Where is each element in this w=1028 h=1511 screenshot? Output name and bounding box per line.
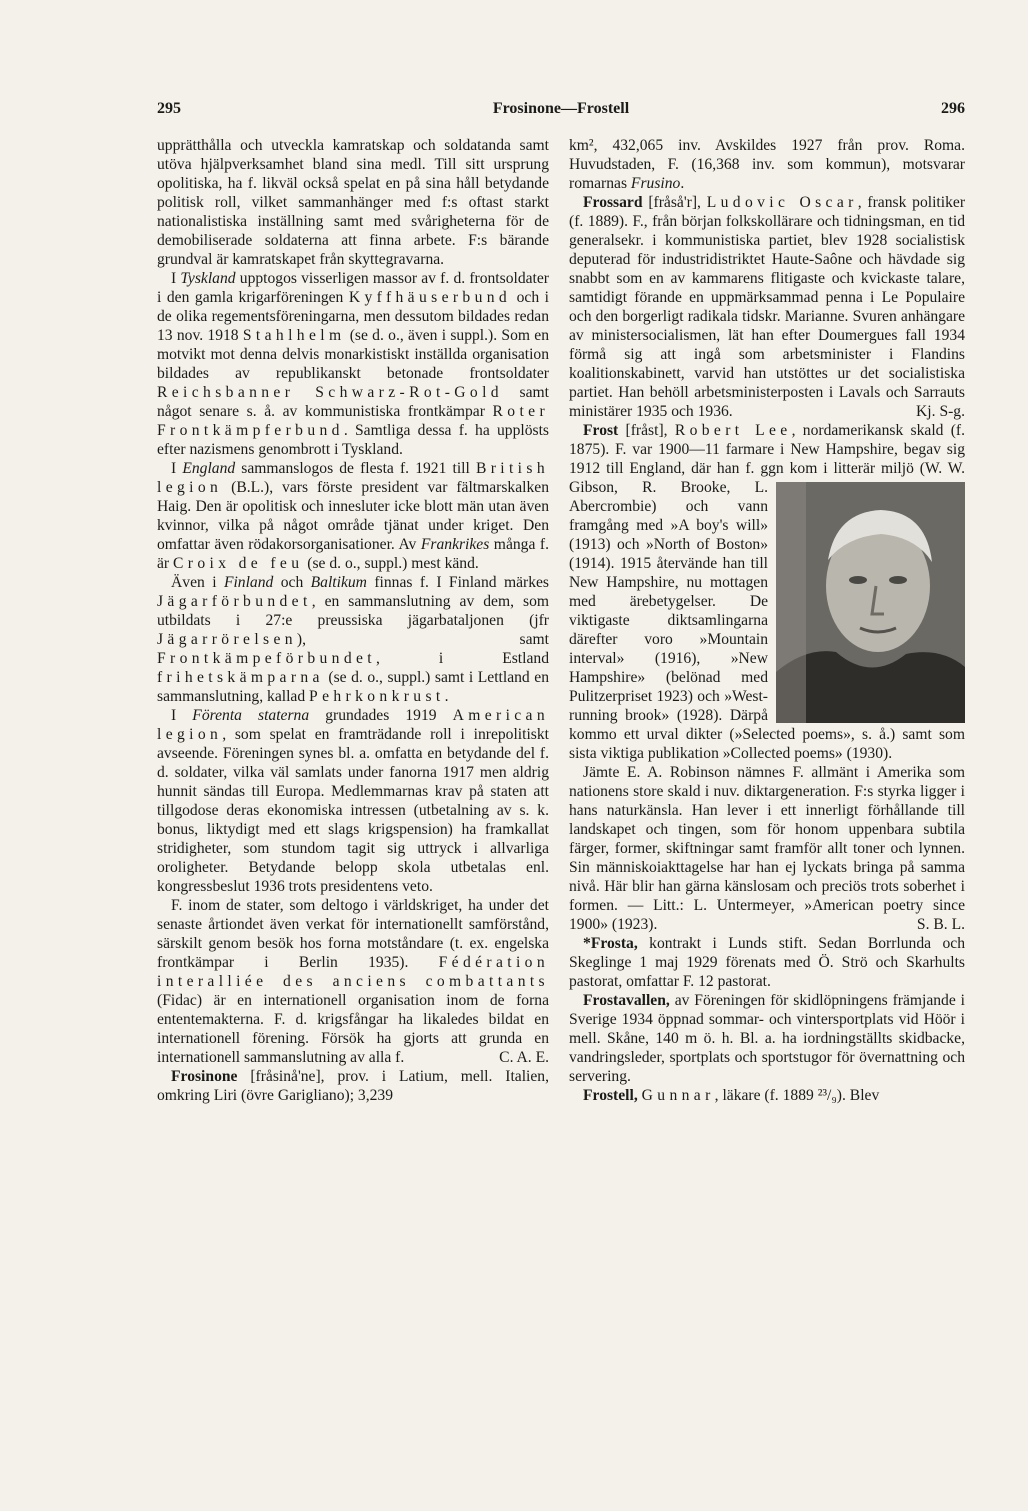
entry-frostell: Frostell, Gunnar, läkare (f. 1889 ²³/₉). Blev bbox=[583, 1087, 880, 1104]
portrait-illustration bbox=[776, 482, 965, 723]
entry-frosinone: Frosinone [fråsinå'ne], prov. i Latium, mell. Italien, omkring Liri (övre Garigliano); 3,239 bbox=[157, 1068, 549, 1104]
paragraph-forenta-staterna: I Förenta staterna grundades 1919 American legion, som spelat en framträdande roll i inrepolitiskt avseende. Föreningen synes bl. a. omfatta en betydande del f. d. soldater, vilka väl samlats under fanorna 1917 men aldrig hunnit sändas till Europa. Medlemmarnas krav på staten att tillgodose deras ekonomiska intressen (utbetalning av s. k. bonus, liktydigt med ett slags krigspension) ha framkallat stridigheter, som stundom tagit sig uttryck i allvarliga oroligheter. Betydande belopp skola utbetalas enl. kongressbeslut 1936 trots presidentens veto. bbox=[157, 707, 550, 895]
person-name: Robert Lee bbox=[674, 422, 792, 439]
organization-name: Fédération interalliée des anciens combattants bbox=[157, 954, 549, 990]
organization-name: Jägarförbundet bbox=[157, 593, 312, 610]
left-column bbox=[157, 136, 549, 1105]
organization-name: Roter Frontkämpferbund bbox=[157, 403, 549, 439]
entry-headword: *Frosta, bbox=[583, 935, 638, 952]
organization-name: Croix de feu bbox=[173, 555, 304, 572]
right-column bbox=[569, 136, 965, 1105]
entry-headword: Frost bbox=[583, 422, 619, 439]
organization-name: Kyffhäuserbund bbox=[348, 289, 512, 306]
organization-name: Reichsbanner Schwarz-Rot-Gold bbox=[157, 384, 503, 401]
entry-frossard: Frossard [fråså'r], Ludovic Oscar, fransk politiker (f. 1889). F., från början folkskollärare och tidningsman, en tid generalsekr. i kommunistiska partiet, blev 1928 socialistisk deputerad för industridistriktet Haute-Saône och hävdade sig snabbt som en av kammarens flitigaste och kvickaste talare, samtidigt förande en uppmärksammad penna i Le Populaire och den borgerligt radikala tidskr. Marianne. Svuren anhängare av ministersocialismen, lät han efter Doumergues fall 1934 förmå sig att ingå som arbetsminister i Flandins koalitionskabinett, varvid han utstöttes ur det socialistiska partiet. Han behöll arbetsministerposten i Lavals och Sarrauts ministärer 1935 och 1936. Kj. S-g. bbox=[569, 194, 966, 420]
entry-headword: Frosinone bbox=[171, 1068, 238, 1085]
paragraph-international: F. inom de stater, som deltogo i världskriget, ha under det senaste årtiondet även verkat för internationellt samförstånd, särskilt genom besök hos forna motståndare (t. ex. engelska frontkämpar i Berlin 1935). Fédération interalliée des anciens combattants (Fidac) är en internationell organisation inom de forna ententemakterna. F. d. krigsfångar ha likaledes bildat en internationell förening. Försök ha gjorts att grunda en internationell sammanslutning av alla f. C. A. E. bbox=[157, 897, 549, 1066]
country-name: Baltikum bbox=[310, 574, 367, 591]
entry-headword: Frossard bbox=[583, 194, 643, 211]
organization-name: Frontkämpeförbundet bbox=[157, 650, 376, 667]
organization-name: Stahlhelm bbox=[242, 327, 346, 344]
organization-name: Pehrkonkrust bbox=[309, 688, 445, 705]
author-signature: C. A. E. bbox=[499, 1049, 549, 1066]
page-number-right: 296 bbox=[941, 100, 965, 117]
organization-name: frihetskämparna bbox=[157, 669, 324, 686]
page-number-left: 295 bbox=[157, 100, 181, 117]
entry-frosta: *Frosta, kontrakt i Lunds stift. Sedan Borrlunda och Skeglinge 1 maj 1929 förenats med Ö. Strö och Skarhults pastorat, omfattar F. 12 pastorat. bbox=[569, 935, 965, 990]
portrait-photo bbox=[776, 482, 965, 723]
paragraph-finland: Även i Finland och Baltikum finnas f. I Finland märkes Jägarförbundet, en sammanslutning av dem, som utbildats i 27:e preussiska jägarbataljonen (jfr Jägarrörelsen), samt Frontkämpeförbundet, i Estland frihetskämparna (se d. o., suppl.) samt i Lettland en sammanslutning, kallad Pehrkonkrust. bbox=[157, 574, 550, 705]
paragraph: upprätthålla och utveckla kamratskap och soldatanda samt utöva hjälpverksamhet bland sina medl. Till sitt ursprung opolitiska, ha f. likväl också spelat en på sina håll betydande politisk roll, vilket sammanhänger med f:s oftast starkt nationalistiska inställning samt med svårigheterna för de demobiliserade soldaterna att finna arbete. F:s bärande grundval är kamratskapet från skyttegravarna. bbox=[157, 137, 549, 268]
paragraph-england: I England sammanslogos de flesta f. 1921 till British legion (B.L.), vars förste president var fältmarskalken Haig. Den är opolitisk och innesluter icke blott män utan även kvinnor, vilka på något område tjänat under kriget. Den omfattar även rödakorsorganisationer. Av Frankrikes många f. är Croix de feu (se d. o., suppl.) mest känd. bbox=[157, 460, 549, 572]
country-name: Förenta staterna bbox=[192, 707, 310, 724]
entry-headword: Frostell, bbox=[583, 1087, 638, 1104]
latin-name: Frusino bbox=[630, 175, 681, 192]
paragraph: Jämte E. A. Robinson nämnes F. allmänt i Amerika som nationens store skald i nuv. diktargeneration. F:s styrka ligger i hans naturkänsla. Han lever i ett innerligt förhållande till landskapet och tingen, som för honom uppenbara subtila färger, former, skiftningar samt framför allt toner och lynnen. Sin människoiakttagelse har han ej lyckats bringa på samma nivå. Här blir han gärna känslosam och preciös trots soberhet i formen. — Litt.: L. Untermeyer, »American poetry since 1900» (1923). S. B. L. bbox=[569, 764, 965, 933]
country-name: Tyskland bbox=[180, 270, 236, 287]
entry-frost: Frost [fråst], Robert Lee, nordamerikansk skald (f. 1875). F. var 1900—11 farmare i New Hampshire, begav sig 1912 till England, där han f. ggn kom i litterär miljö (W. W. Gibson, R. Brooke, L. Abercrombie) och vann framgång med »A boy's will» (1913) och »North of Boston» (1914). 1915 återvände han till New Hampshire, nu mottagen med ärebetygelser. De viktigaste diktsamlingarna därefter voro »Mountain interval» (1916), »New Hampshire» (belönad med Pulitzerpriset 1923) och »West-running brook» (1928). Därpå kommo ett urval dikter (»Selected poems», s. å.) samt som sista viktiga publikation »Collected poems» (1930). bbox=[569, 422, 966, 762]
country-name: Finland bbox=[223, 574, 274, 591]
organization-name: Jägarrörelsen bbox=[157, 631, 297, 648]
page-header bbox=[157, 100, 965, 124]
organization-name: British legion bbox=[157, 460, 549, 496]
paragraph-tyskland: I Tyskland upptogos visserligen massor av f. d. frontsoldater i den gamla krigarföreningen Kyffhäuserbund och i de olika regementsföreningarna, men dessutom bildades redan 13 nov. 1918 Stahlhelm (se d. o., även i suppl.). Som en motvikt mot denna delvis monarkistiskt inställda organisation bildades av republikanskt betonade frontsoldater Reichsbanner Schwarz-Rot-Gold samt något senare s. å. av kommunistiska frontkämpar Roter Frontkämpferbund. Samtliga dessa f. ha upplösts efter nazismens genombrott i Tyskland. bbox=[157, 270, 550, 458]
organization-name: American legion bbox=[157, 707, 550, 743]
country-name: England bbox=[182, 460, 236, 477]
entry-headword: Frostavallen, bbox=[583, 992, 670, 1009]
person-name: Ludovic Oscar bbox=[706, 194, 858, 211]
running-title: Frosinone—Frostell bbox=[492, 100, 630, 117]
entry-frostavallen: Frostavallen, av Föreningen för skidlöpningens främjande i Sverige 1934 öppnad sommar- och vintersportplats vid Höör i mell. Skåne, 140 m ö. h. Bl. a. ha iordningställts skidbacke, vandringsleder, sportplats och sportstugor för övernattning och servering. bbox=[569, 992, 965, 1085]
person-name: Gunnar bbox=[641, 1087, 715, 1104]
author-signature: Kj. S-g. bbox=[916, 403, 965, 420]
country-name: Frankrikes bbox=[420, 536, 490, 553]
author-signature: S. B. L. bbox=[916, 916, 965, 933]
entry-text-continued: (W. W. Gibson, R. Brooke, L. Abercrombie) och vann framgång med »A boy's will» (1913) och »North of Boston» (1914). 1915 återvände han till New Hampshire, nu mottagen med ärebetygelser. De viktigaste diktsamlingarna därefter voro »Mountain interval» (1916), »New Hampshire» (belönad med Pulitzerpriset 1923) och »West-running brook» (1928). Därpå kommo ett urval dikter (»Selected poems», s. å.) samt som sista viktiga publikation »Collected poems» (1930). bbox=[569, 460, 965, 762]
paragraph: km², 432,065 inv. Avskildes 1927 från prov. Roma. Huvudstaden, F. (16,368 inv. som kommun), motsvarar romarnas Frusino. bbox=[569, 137, 965, 192]
